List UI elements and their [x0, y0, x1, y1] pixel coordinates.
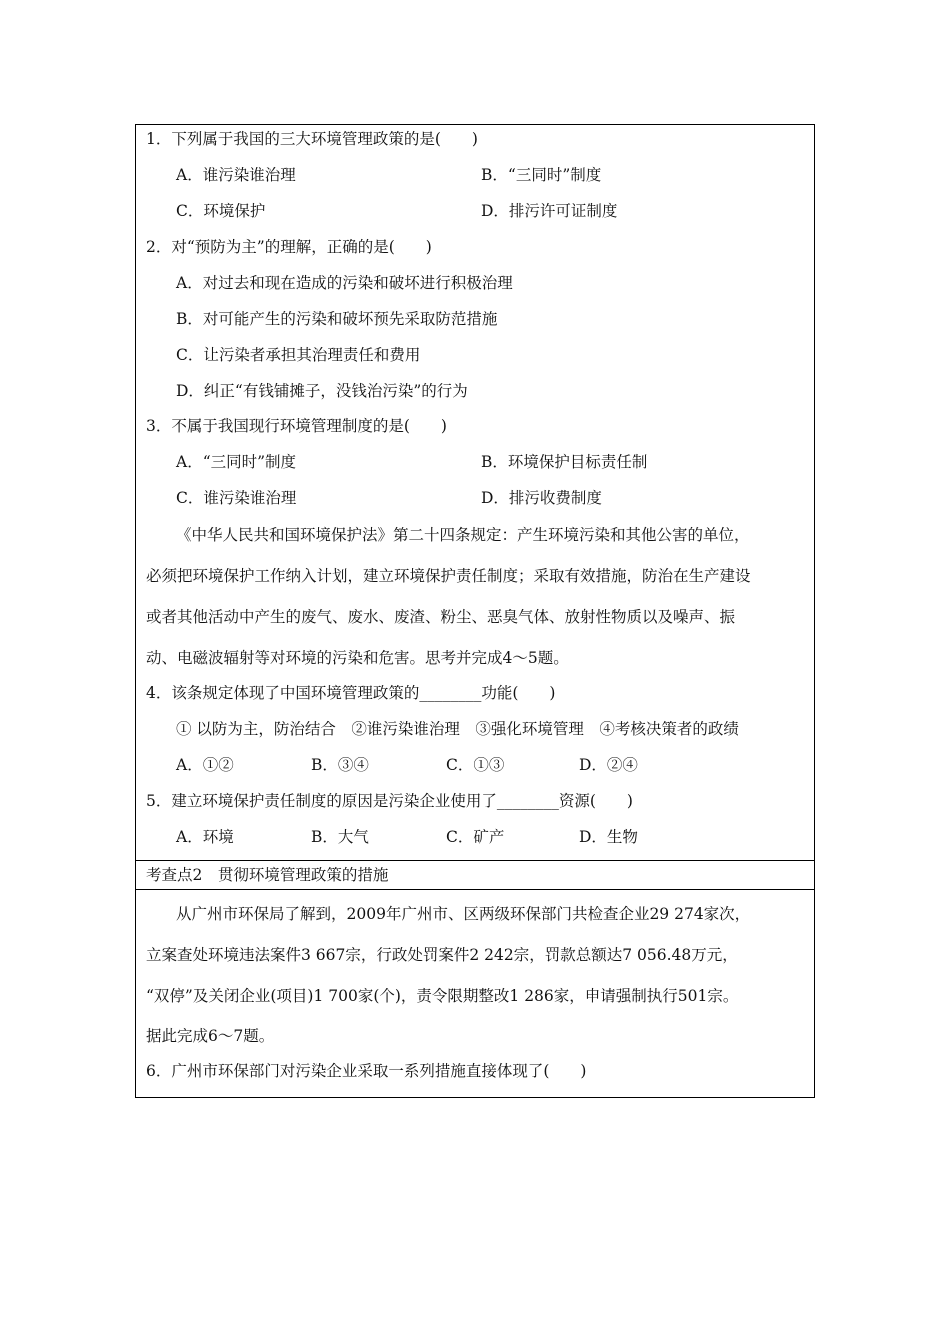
- q5-option-c: C．矿产: [446, 828, 505, 846]
- q2-option-d: D．纠正“有钱铺摊子，没钱治污染”的行为: [176, 382, 468, 400]
- q4-items: ① 以防为主，防治结合 ②谁污染谁治理 ③强化环境管理 ④考核决策者的政绩: [176, 720, 739, 738]
- q1-option-b: B．“三同时”制度: [481, 166, 602, 184]
- passage-2-line: 据此完成6～7题。: [146, 1027, 275, 1045]
- question-2-stem: 2．对“预防为主”的理解，正确的是( ): [146, 238, 432, 256]
- q1-option-c: C．环境保护: [176, 202, 266, 220]
- q3-option-b: B．环境保护目标责任制: [481, 453, 648, 471]
- q2-option-a: A．对过去和现在造成的污染和破坏进行积极治理: [176, 274, 513, 292]
- q3-option-a: A．“三同时”制度: [176, 453, 297, 471]
- q3-option-c: C．谁污染谁治理: [176, 489, 297, 507]
- section-2-title: 考查点2 贯彻环境管理政策的措施: [146, 866, 389, 884]
- passage-2-line: 立案查处环境违法案件3 667宗，行政处罚案件2 242宗，罚款总额达7 056.48万元，: [146, 946, 738, 964]
- passage-2-line: 从广州市环保局了解到，2009年广州市、区两级环保部门共检查企业29 274家次，: [176, 905, 751, 923]
- q2-option-b: B．对可能产生的污染和破坏预先采取防范措施: [176, 310, 498, 328]
- q4-option-d: D．②④: [579, 756, 638, 774]
- q5-option-a: A．环境: [176, 828, 234, 846]
- passage-1-line: 《中华人民共和国环境保护法》第二十四条规定：产生环境污染和其他公害的单位，: [176, 526, 750, 544]
- question-1-stem: 1．下列属于我国的三大环境管理政策的是( ): [146, 130, 478, 148]
- q3-option-d: D．排污收费制度: [481, 489, 602, 507]
- passage-box: [135, 889, 815, 1098]
- passage-1-line: 动、电磁波辐射等对环境的污染和危害。思考并完成4～5题。: [146, 649, 569, 667]
- passage-2-line: “双停”及关闭企业(项目)1 700家(个)，责令限期整改1 286家，申请强制执行501宗。: [146, 987, 739, 1005]
- q4-option-b: B．③④: [311, 756, 369, 774]
- q1-option-a: A．谁污染谁治理: [176, 166, 296, 184]
- q4-option-a: A．①②: [176, 756, 234, 774]
- q5-option-b: B．大气: [311, 828, 369, 846]
- passage-1-line: 必须把环境保护工作纳入计划，建立环境保护责任制度；采取有效措施，防治在生产建设: [146, 567, 751, 585]
- q5-option-d: D．生物: [579, 828, 638, 846]
- question-4-stem: 4．该条规定体现了中国环境管理政策的________功能( ): [146, 684, 556, 702]
- question-6-stem: 6．广州市环保部门对污染企业采取一系列措施直接体现了( ): [146, 1062, 587, 1080]
- question-3-stem: 3．不属于我国现行环境管理制度的是( ): [146, 417, 447, 435]
- section-header-box: [135, 860, 815, 889]
- questions-box: [135, 124, 815, 860]
- q2-option-c: C．让污染者承担其治理责任和费用: [176, 346, 421, 364]
- q4-option-c: C．①③: [446, 756, 505, 774]
- q1-option-d: D．排污许可证制度: [481, 202, 618, 220]
- question-5-stem: 5．建立环境保护责任制度的原因是污染企业使用了________资源( ): [146, 792, 633, 810]
- passage-1-line: 或者其他活动中产生的废气、废水、废渣、粉尘、恶臭气体、放射性物质以及噪声、振: [146, 608, 736, 626]
